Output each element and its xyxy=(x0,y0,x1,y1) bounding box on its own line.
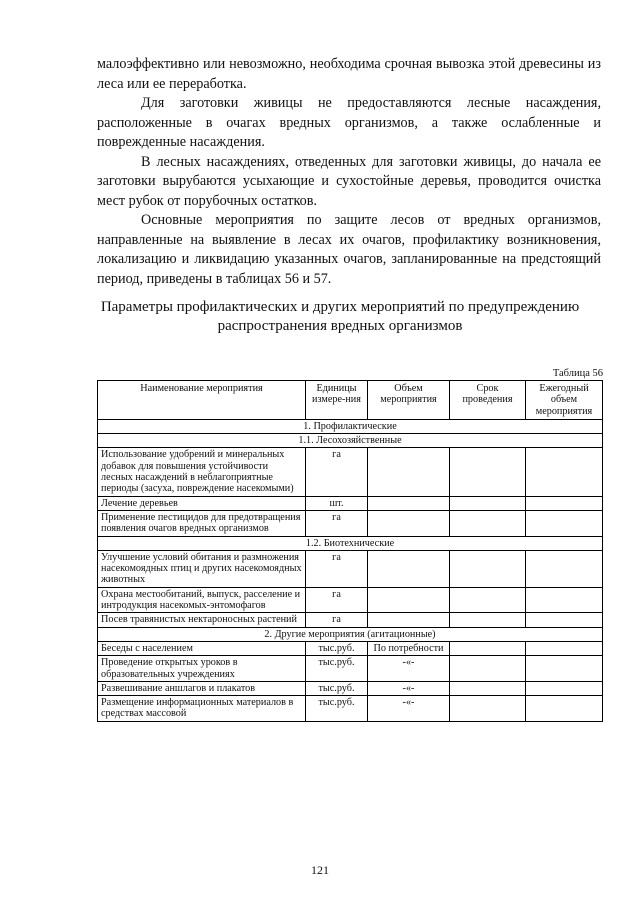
section-row xyxy=(98,419,603,433)
row-term xyxy=(450,496,526,510)
row-name: Проведение открытых уроков в образовательных учреждениях xyxy=(98,656,306,682)
row-name: Применение пестицидов для предотвращения появления очагов вредных организмов xyxy=(98,510,306,536)
row-volume xyxy=(368,510,450,536)
paragraph-4: Основные мероприятия по защите лесов от вредных организмов, направленные на выявление в лесах их очагов, профилактику возникновения, локализацию и ликвидацию указанных очагов, запланированные на предстоящий период, приведены в таблицах 56 и 57. xyxy=(97,212,601,287)
row-annual xyxy=(526,496,603,510)
table-row xyxy=(98,510,603,536)
row-volume: -«- xyxy=(368,696,450,722)
header-name: Наименование мероприятия xyxy=(98,381,306,420)
row-name: Развешивание аншлагов и плакатов xyxy=(98,681,306,695)
paragraph-2: Для заготовки живицы не предоставляются лесные насаждения, расположенные в очагах вредных организмов, а также ослабленные и поврежденные насаждения. xyxy=(97,95,601,150)
row-volume: -«- xyxy=(368,656,450,682)
row-volume xyxy=(368,496,450,510)
row-name: Улучшение условий обитания и размножения насекомоядных птиц и других насекомоядных животных xyxy=(98,550,306,587)
section-2: 2. Другие мероприятия (агитационные) xyxy=(98,627,603,641)
row-term xyxy=(450,696,526,722)
table-row xyxy=(98,696,603,722)
row-annual xyxy=(526,587,603,613)
row-name: Использование удобрений и минеральных добавок для повышения устойчивости лесных насаждений в неблагоприятные периоды (засуха, повреждение насекомыми) xyxy=(98,448,306,496)
row-term xyxy=(450,641,526,655)
table-title-line-1: Параметры профилактических и других мероприятий по предупреждению xyxy=(100,299,580,315)
row-unit: га xyxy=(306,448,368,496)
row-term xyxy=(450,550,526,587)
header-annual: Ежегодный объем мероприятия xyxy=(526,381,603,420)
table-row xyxy=(98,587,603,613)
row-name: Охрана местообитаний, выпуск, расселение и интродукция насекомых-энтомофагов xyxy=(98,587,306,613)
table-row xyxy=(98,681,603,695)
table-row xyxy=(98,641,603,655)
row-unit: га xyxy=(306,587,368,613)
table-row xyxy=(98,656,603,682)
row-volume: По потребности xyxy=(368,641,450,655)
section-row xyxy=(98,434,603,448)
row-unit: га xyxy=(306,613,368,627)
table-header-row xyxy=(98,381,603,420)
row-unit: тыс.руб. xyxy=(306,681,368,695)
section-row xyxy=(98,627,603,641)
row-term xyxy=(450,448,526,496)
row-unit: га xyxy=(306,550,368,587)
row-unit: тыс.руб. xyxy=(306,656,368,682)
table-row xyxy=(98,448,603,496)
row-annual xyxy=(526,613,603,627)
table-title-line-2: распространения вредных организмов xyxy=(217,318,463,334)
row-volume xyxy=(368,550,450,587)
section-1-2: 1.2. Биотехнические xyxy=(98,536,603,550)
header-unit: Единицы измере-ния xyxy=(306,381,368,420)
table-row xyxy=(98,613,603,627)
row-annual xyxy=(526,448,603,496)
row-annual xyxy=(526,681,603,695)
row-annual xyxy=(526,641,603,655)
row-annual xyxy=(526,550,603,587)
table-number: Таблица 56 xyxy=(552,368,603,379)
row-term xyxy=(450,613,526,627)
row-annual xyxy=(526,656,603,682)
row-unit: тыс.руб. xyxy=(306,696,368,722)
row-name: Посев травянистых нектароносных растений xyxy=(98,613,306,627)
row-name: Беседы с населением xyxy=(98,641,306,655)
paragraph-3: В лесных насаждениях, отведенных для заготовки живицы, до начала ее заготовки вырубаются усыхающие и сухостойные деревья, проводится очистка мест рубок от порубочных остатков. xyxy=(97,153,601,209)
row-annual xyxy=(526,696,603,722)
row-term xyxy=(450,681,526,695)
measures-table xyxy=(97,380,603,722)
table-title xyxy=(60,298,620,336)
row-name: Лечение деревьев xyxy=(98,496,306,510)
row-annual xyxy=(526,510,603,536)
row-volume: -«- xyxy=(368,681,450,695)
row-volume xyxy=(368,587,450,613)
row-term xyxy=(450,510,526,536)
header-volume: Объем мероприятия xyxy=(368,381,450,420)
section-row xyxy=(98,536,603,550)
section-1: 1. Профилактические xyxy=(98,419,603,433)
row-term xyxy=(450,656,526,682)
row-term xyxy=(450,587,526,613)
paragraph-continuation xyxy=(97,55,601,289)
row-volume xyxy=(368,448,450,496)
table-row xyxy=(98,550,603,587)
row-unit: тыс.руб. xyxy=(306,641,368,655)
table-row xyxy=(98,496,603,510)
header-term: Срок проведения xyxy=(450,381,526,420)
row-unit: га xyxy=(306,510,368,536)
paragraph-1: малоэффективно или невозможно, необходима срочная вывозка этой древесины из леса или ее переработка. xyxy=(97,56,601,92)
row-unit: шт. xyxy=(306,496,368,510)
page-number: 121 xyxy=(311,863,329,877)
section-1-1: 1.1. Лесохозяйственные xyxy=(98,434,603,448)
row-volume xyxy=(368,613,450,627)
row-name: Размещение информационных материалов в средствах массовой xyxy=(98,696,306,722)
